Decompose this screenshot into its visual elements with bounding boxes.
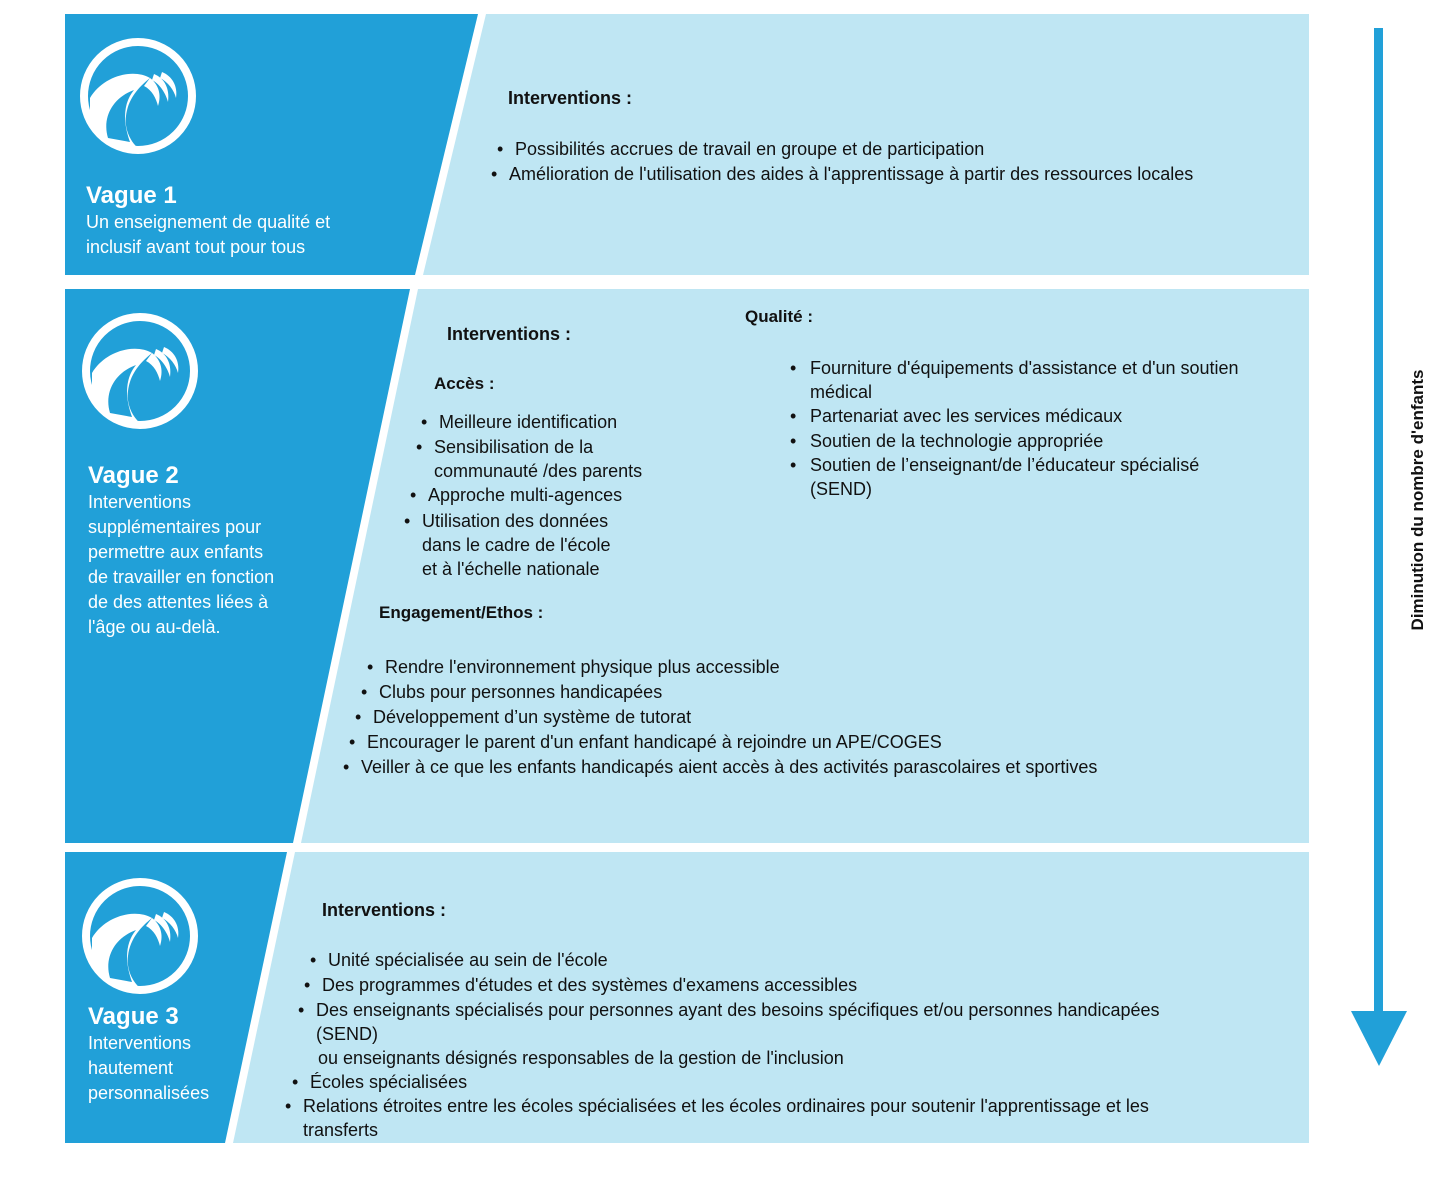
list-item: • Écoles spécialisées bbox=[292, 1072, 468, 1092]
list-item: • Des enseignants spécialisés pour personnes ayant des besoins spécifiques et/ou personnes handicapées (SEND) ou enseignants désignés responsables de la gestion de l'inclusion bbox=[298, 1000, 1160, 1068]
list-item: • Des programmes d'études et des systèmes d'examens accessibles bbox=[304, 975, 858, 995]
bullet-icon: • bbox=[416, 437, 423, 457]
bullet-icon: • bbox=[790, 358, 797, 378]
desc-line: hautement bbox=[88, 1058, 174, 1078]
bullet-icon: • bbox=[421, 412, 428, 432]
wave-icon bbox=[80, 876, 200, 996]
list-item: • Approche multi-agences bbox=[410, 485, 623, 505]
bullet-icon: • bbox=[790, 406, 797, 426]
list-item: • Encourager le parent d'un enfant handicapé à rejoindre un APE/COGES bbox=[349, 732, 942, 752]
list-item: • Clubs pour personnes handicapées bbox=[361, 682, 663, 702]
access-heading: Accès : bbox=[434, 374, 495, 393]
list-item: • Veiller à ce que les enfants handicapés aient accès à des activités parascolaires et sportives bbox=[343, 757, 1098, 777]
engagement-heading: Engagement/Ethos : bbox=[379, 603, 544, 622]
side-label: Diminution du nombre d'enfants bbox=[1408, 369, 1427, 631]
bullet-icon: • bbox=[343, 757, 350, 777]
desc-line: inclusif avant tout pour tous bbox=[86, 237, 306, 257]
list-item: • Développement d’un système de tutorat bbox=[355, 707, 692, 727]
bullet-icon: • bbox=[349, 732, 356, 752]
list-item: • Soutien de la technologie appropriée bbox=[790, 431, 1104, 451]
bullet-icon: • bbox=[497, 139, 504, 159]
list-item: • Amélioration de l'utilisation des aides à l'apprentissage à partir des ressources locales bbox=[491, 164, 1194, 184]
interventions-heading: Interventions : bbox=[508, 88, 633, 108]
desc-line: personnalisées bbox=[88, 1083, 210, 1103]
bullet-icon: • bbox=[292, 1072, 299, 1092]
interventions-heading: Interventions : bbox=[322, 900, 447, 920]
list-item: • Utilisation des données dans le cadre de l'école et à l'échelle nationale bbox=[404, 511, 611, 579]
wave-1-description bbox=[86, 210, 330, 260]
wave-3-description bbox=[88, 1031, 209, 1106]
wave-2-title: Vague 2 bbox=[88, 462, 179, 489]
list-item: • Sensibilisation de la communauté /des parents bbox=[416, 437, 643, 481]
wave-2-description bbox=[88, 490, 274, 640]
desc-line: permettre aux enfants bbox=[88, 542, 264, 562]
desc-line: de travailler en fonction bbox=[88, 567, 275, 587]
list-item: • Fourniture d'équipements d'assistance et d'un soutien médical bbox=[790, 358, 1239, 402]
bullet-icon: • bbox=[310, 950, 317, 970]
bullet-icon: • bbox=[367, 657, 374, 677]
desc-line: Interventions bbox=[88, 1033, 192, 1053]
bullet-icon: • bbox=[285, 1096, 292, 1116]
down-arrow-icon bbox=[1350, 28, 1410, 1068]
bullet-icon: • bbox=[355, 707, 362, 727]
list-item: • Relations étroites entre les écoles spécialisées et les écoles ordinaires pour soutenir l'apprentissage et les transferts bbox=[285, 1096, 1149, 1140]
wave-1-title: Vague 1 bbox=[86, 182, 177, 209]
desc-line: supplémentaires pour bbox=[88, 517, 262, 537]
wave-3-block bbox=[65, 852, 1309, 1143]
bullet-icon: • bbox=[361, 682, 368, 702]
list-item: • Partenariat avec les services médicaux bbox=[790, 406, 1123, 426]
bullet-icon: • bbox=[491, 164, 498, 184]
bullet-icon: • bbox=[410, 485, 417, 505]
list-item: • Possibilités accrues de travail en groupe et de participation bbox=[497, 139, 985, 159]
desc-line: Interventions bbox=[88, 492, 192, 512]
list-item: • Meilleure identification bbox=[421, 412, 618, 432]
list-item: • Rendre l'environnement physique plus accessible bbox=[367, 657, 780, 677]
list-item: • Soutien de l’enseignant/de l’éducateur spécialisé (SEND) bbox=[790, 455, 1200, 499]
wave-3-title: Vague 3 bbox=[88, 1003, 179, 1030]
wave-icon bbox=[78, 36, 198, 156]
desc-line: Un enseignement de qualité et bbox=[86, 212, 331, 232]
wave-2-block bbox=[65, 289, 1309, 843]
desc-line: de des attentes liées à bbox=[88, 592, 269, 612]
interventions-heading: Interventions : bbox=[447, 324, 572, 344]
bullet-icon: • bbox=[298, 1000, 305, 1020]
list-item: • Unité spécialisée au sein de l'école bbox=[310, 950, 608, 970]
bullet-icon: • bbox=[790, 431, 797, 451]
bullet-icon: • bbox=[790, 455, 797, 475]
bullet-icon: • bbox=[304, 975, 311, 995]
quality-heading: Qualité : bbox=[745, 307, 814, 326]
wave-1-block bbox=[65, 14, 1309, 275]
wave-icon bbox=[80, 311, 200, 431]
desc-line: l'âge ou au-delà. bbox=[88, 617, 221, 637]
bullet-icon: • bbox=[404, 511, 411, 531]
